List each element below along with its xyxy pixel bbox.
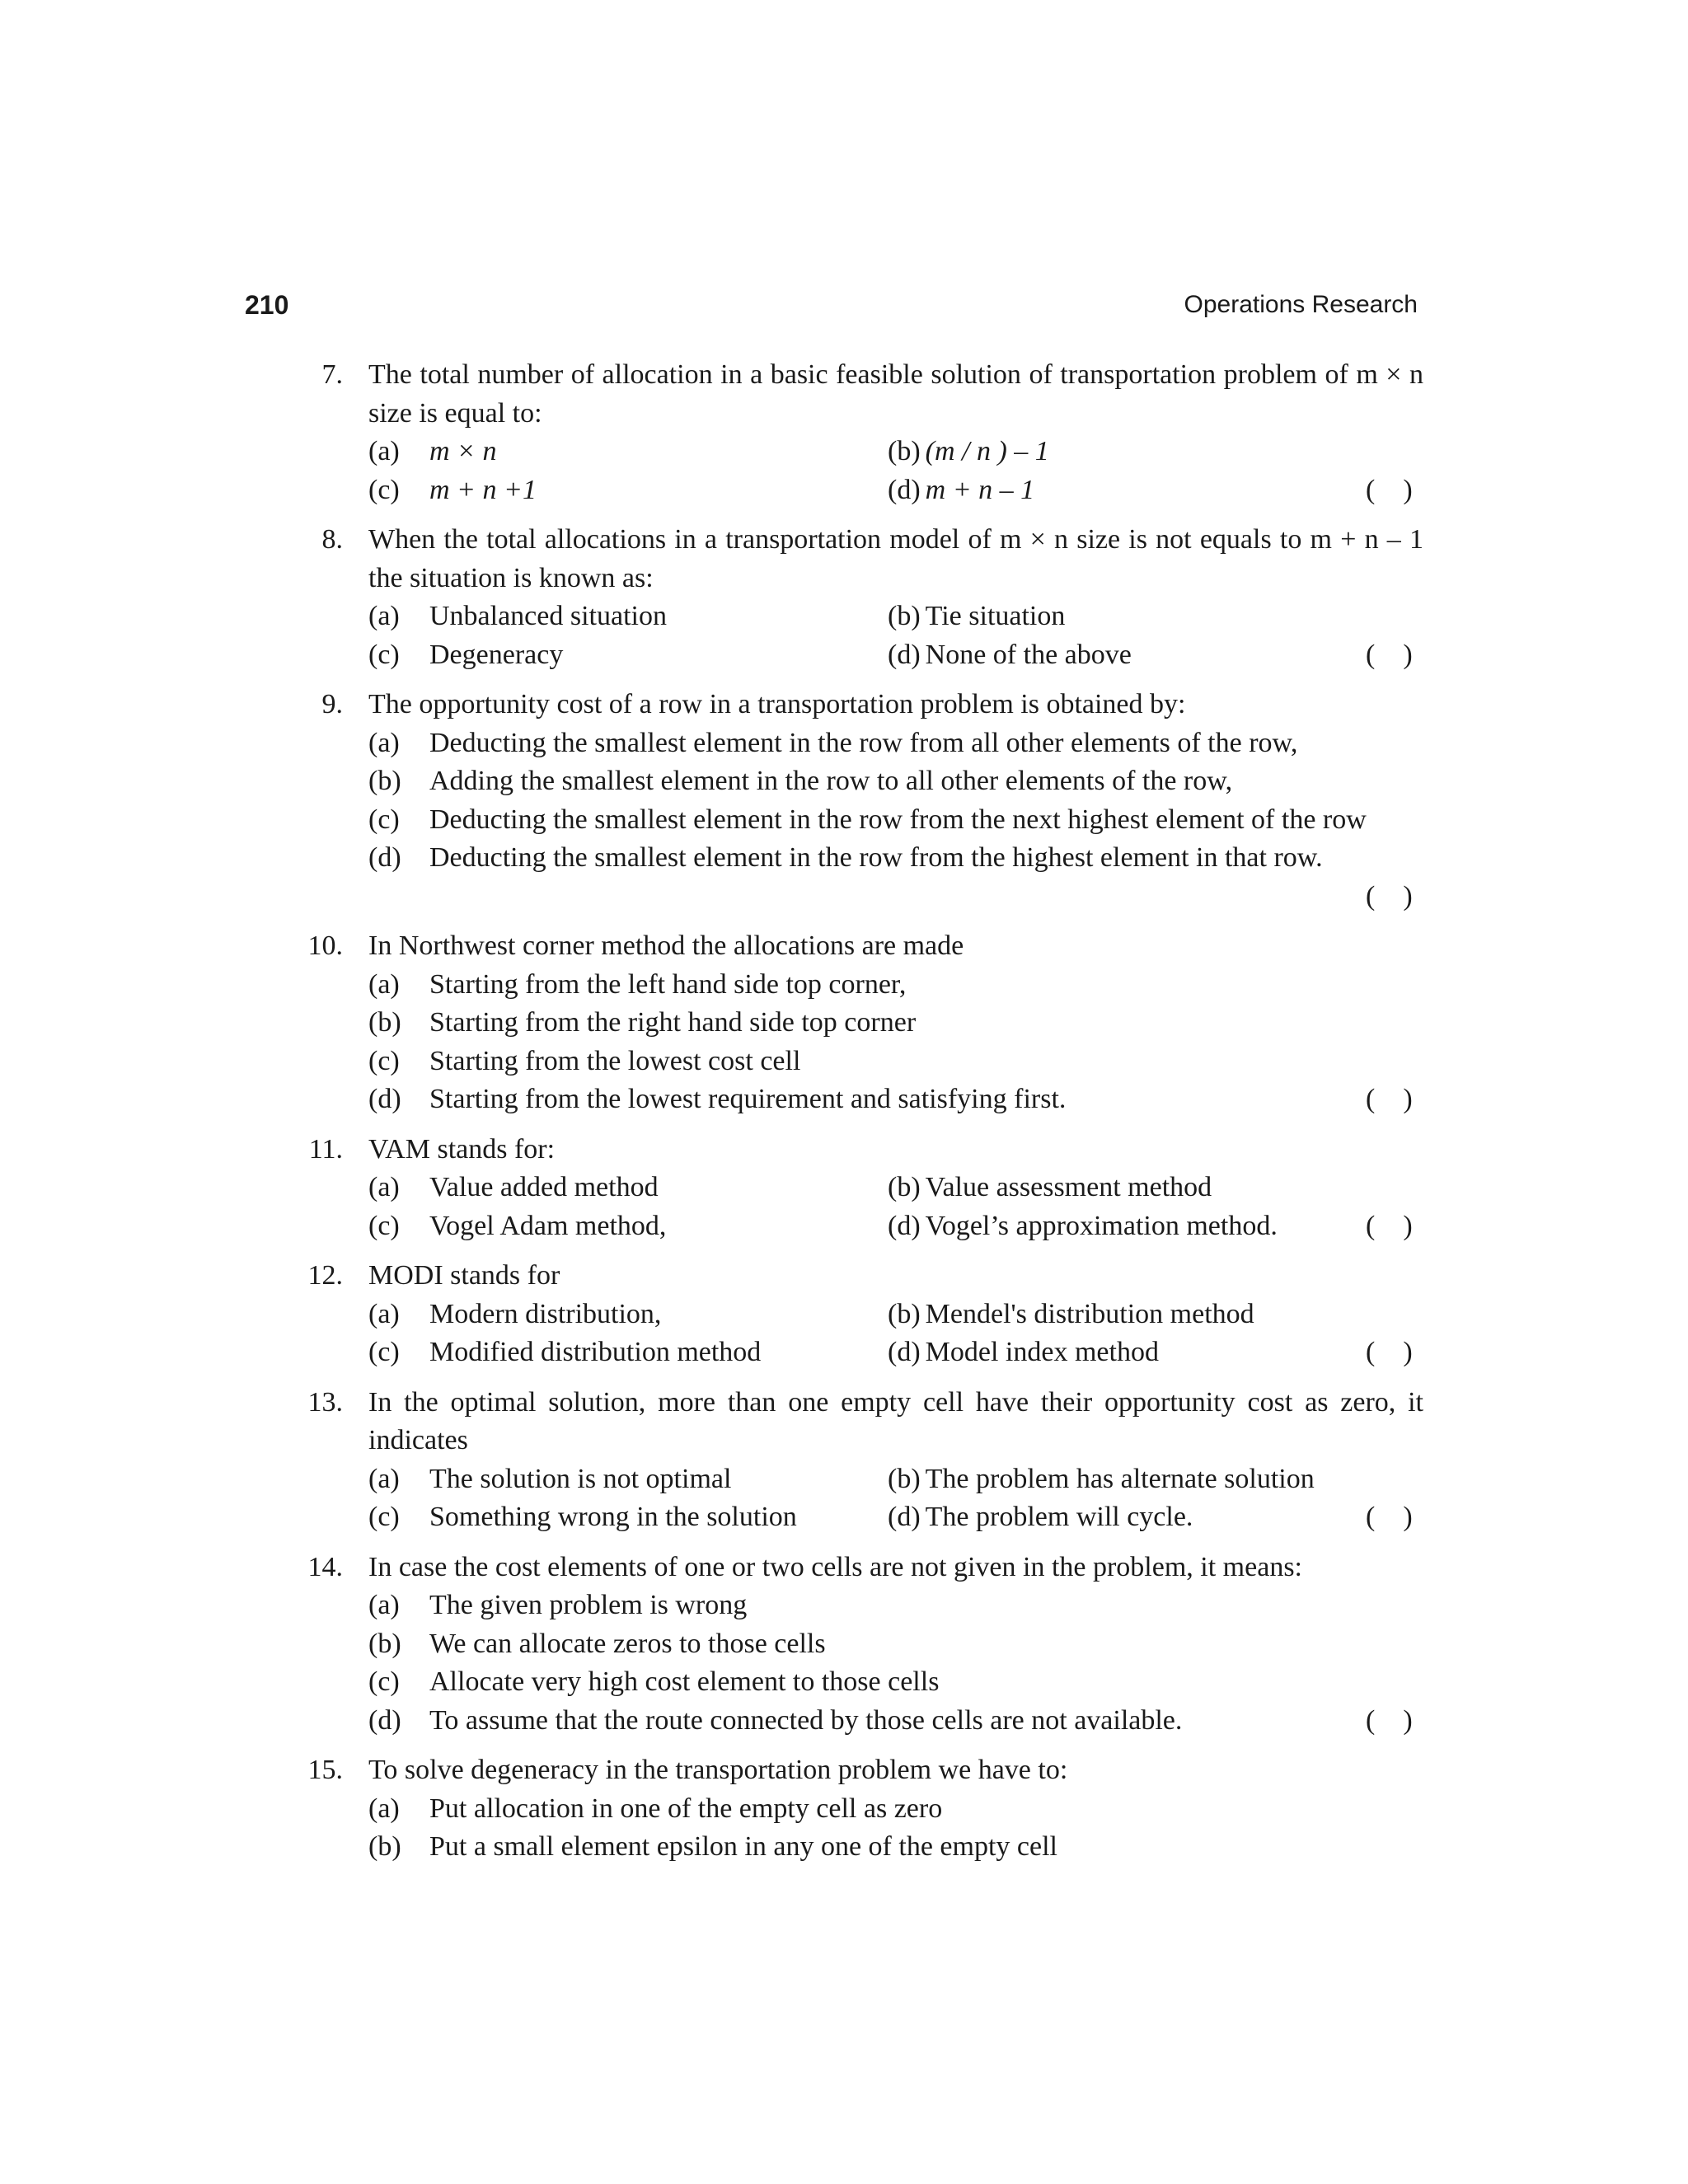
answer-blank[interactable]: ( ) (1366, 1210, 1413, 1241)
option-row (0, 1498, 1688, 1537)
option-row (0, 1207, 1688, 1246)
question-number: 15. (307, 1755, 343, 1785)
option-b: (b) We can allocate zeros to those cells (368, 1628, 826, 1659)
running-title: Operations Research (1184, 291, 1418, 318)
option-c: (c) Allocate very high cost element to those cells (368, 1666, 940, 1697)
option-row (0, 1333, 1688, 1372)
question-number: 14. (307, 1551, 343, 1582)
question-8 (0, 521, 1688, 674)
option-d: (d) m + n – 1 (888, 474, 1035, 505)
option-c: (c) Deducting the smallest element in the row from the next highest element of the row (368, 804, 1367, 835)
option-b: (b) Starting from the right hand side top corner (368, 1007, 917, 1038)
option-row (0, 762, 1688, 801)
option-row (0, 1169, 1688, 1207)
option-row (0, 433, 1688, 471)
question-text: In case the cost elements of one or two cells are not given in the problem, it means: (368, 1551, 1302, 1582)
option-d: (d) Model index method (888, 1337, 1159, 1367)
option-a: (a) Value added method (368, 1172, 659, 1202)
question-9 (0, 686, 1688, 916)
option-row (0, 636, 1688, 675)
question-text: VAM stands for: (368, 1133, 556, 1165)
option-row (0, 801, 1688, 840)
question-number: 11. (308, 1133, 343, 1165)
option-row (0, 1702, 1688, 1741)
option-a: (a) Unbalanced situation (368, 601, 667, 631)
option-row (0, 1586, 1688, 1625)
question-text: The total number of allocation in a basic feasible solution of transportation problem of m × n size is equal to: (368, 359, 1423, 429)
option-row (0, 1625, 1688, 1664)
question-number: 7. (321, 359, 343, 390)
question-number: 12. (307, 1260, 343, 1291)
answer-blank[interactable]: ( ) (1366, 1084, 1413, 1114)
option-b: (b) Tie situation (888, 601, 1066, 631)
page-number: 210 (245, 290, 289, 320)
option-row (0, 839, 1688, 878)
option-c: (c) Degeneracy (368, 639, 564, 670)
option-row (0, 724, 1688, 763)
answer-blank[interactable]: ( ) (1366, 1704, 1413, 1736)
question-list (0, 356, 1688, 1878)
option-d: (d) Deducting the smallest element in the row from the highest element in that row. (368, 842, 1323, 873)
option-b: (b) Value assessment method (888, 1172, 1212, 1202)
question-number: 10. (307, 930, 343, 961)
question-text: MODI stands for (368, 1260, 560, 1291)
option-d: (d) None of the above (888, 639, 1132, 670)
option-row (0, 1004, 1688, 1043)
option-b: (b) Adding the smallest element in the row to all other elements of the row, (368, 766, 1233, 796)
option-row (0, 1043, 1688, 1081)
option-b: (b) Put a small element epsilon in any one of the empty cell (368, 1831, 1057, 1862)
option-a: (a) The solution is not optimal (368, 1463, 732, 1494)
answer-blank[interactable]: ( ) (1366, 639, 1413, 670)
question-number: 8. (321, 524, 343, 555)
question-text: When the total allocations in a transportation model of m × n size is not equals to m + n – 1 the situation is known as: (368, 524, 1423, 593)
option-row (0, 966, 1688, 1005)
option-c: (c) Starting from the lowest cost cell (368, 1045, 801, 1076)
page-header (0, 287, 1688, 323)
option-row (0, 1296, 1688, 1334)
answer-blank[interactable]: ( ) (1366, 1337, 1413, 1367)
question-12 (0, 1257, 1688, 1372)
question-text: In Northwest corner method the allocations are made (368, 930, 964, 961)
option-c: (c) m + n +1 (368, 474, 537, 505)
option-row (0, 598, 1688, 636)
answer-blank[interactable]: ( ) (1366, 474, 1413, 505)
option-row (0, 1080, 1688, 1119)
option-a: (a) Modern distribution, (368, 1298, 662, 1329)
question-text: To solve degeneracy in the transportation problem we have to: (368, 1755, 1068, 1785)
question-15 (0, 1751, 1688, 1867)
question-10 (0, 927, 1688, 1119)
option-b: (b) The problem has alternate solution (888, 1463, 1315, 1494)
question-number: 13. (307, 1386, 343, 1418)
answer-blank[interactable]: ( ) (1366, 1502, 1413, 1532)
option-a: (a) m × n (368, 436, 497, 466)
option-d: (d) Vogel’s approximation method. (888, 1210, 1278, 1241)
question-text: In the optimal solution, more than one empty cell have their opportunity cost as zero, it indicates (368, 1386, 1423, 1455)
option-d: (d) To assume that the route connected by those cells are not available. (368, 1704, 1183, 1736)
option-a: (a) Deducting the smallest element in the row from all other elements of the row, (368, 727, 1298, 758)
option-row (0, 1828, 1688, 1867)
option-a: (a) The given problem is wrong (368, 1590, 748, 1620)
question-14 (0, 1549, 1688, 1741)
option-row (0, 471, 1688, 510)
question-number: 9. (321, 689, 343, 719)
option-c: (c) Vogel Adam method, (368, 1210, 667, 1241)
option-b: (b) Mendel's distribution method (888, 1298, 1254, 1329)
answer-row (0, 878, 1688, 916)
question-13 (0, 1384, 1688, 1537)
answer-blank[interactable]: ( ) (1366, 880, 1413, 912)
question-11 (0, 1131, 1688, 1246)
question-text: The opportunity cost of a row in a transportation problem is obtained by: (368, 689, 1186, 719)
option-d: (d) The problem will cycle. (888, 1502, 1193, 1532)
option-row (0, 1663, 1688, 1702)
option-row (0, 1460, 1688, 1499)
option-c: (c) Modified distribution method (368, 1337, 762, 1367)
option-a: (a) Starting from the left hand side top corner, (368, 968, 907, 1000)
option-a: (a) Put allocation in one of the empty cell as zero (368, 1793, 943, 1824)
option-row (0, 1790, 1688, 1829)
option-b: (b) (m / n ) – 1 (888, 436, 1049, 466)
option-c: (c) Something wrong in the solution (368, 1502, 797, 1532)
question-7 (0, 356, 1688, 509)
option-d: (d) Starting from the lowest requirement and satisfying first. (368, 1084, 1067, 1114)
